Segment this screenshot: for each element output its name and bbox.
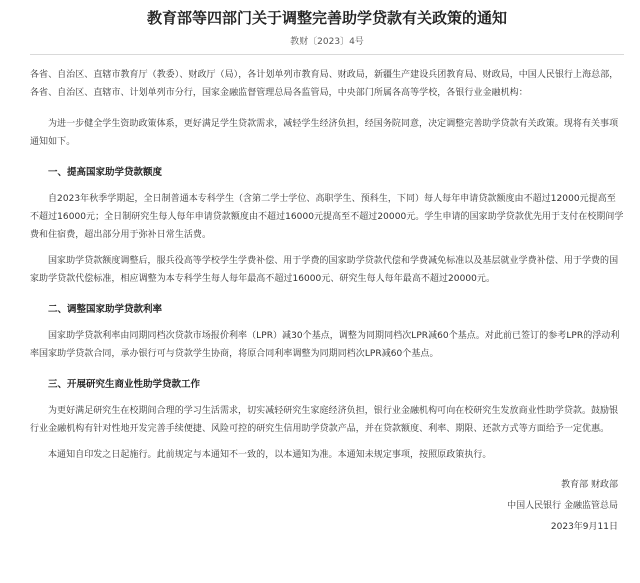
section-2-paragraph-1: 国家助学贷款利率由同期同档次贷款市场报价利率（LPR）减30个基点，调整为同期同档次LPR减60个基点。对此前已签订的参考LPR的浮动利率国家助学贷款合同，承办银行可与贷款学生协商，将原合同利率调整为同期同档次LPR减60个基点。 — [30, 331, 620, 359]
section-3-paragraph-1: 为更好满足研究生在校期间合理的学习生活需求，切实减轻研究生家庭经济负担，银行业金融机构可向在校研究生发放商业性助学贷款。鼓励银行业金融机构有针对性地开发完善手续便捷、风险可控的研究生信用助学贷款产品，并在贷款额度、利率、期限、还款方式等方面给予一定优惠。 — [30, 406, 619, 434]
document-number: 教财〔2023〕4号 — [290, 37, 364, 47]
notice-title: 教育部等四部门关于调整完善助学贷款有关政策的通知 — [146, 9, 507, 27]
section-3-heading: 三、开展研究生商业性助学贷款工作 — [48, 379, 201, 390]
intro-paragraph: 为进一步健全学生资助政策体系，更好满足学生贷款需求，减轻学生经济负担，经国务院同意，决定调整完善助学贷款有关政策。现将有关事项通知如下。 — [30, 119, 619, 147]
title-divider — [30, 54, 624, 55]
section-1-paragraph-1: 自2023年秋季学期起，全日制普通本专科学生（含第二学士学位、高职学生、预科生，下同）每人每年申请贷款额度由不超过12000元提高至不超过16000元；全日制研究生每人每年申请贷款额度由不超过16000元提高至不超过20000元。学生申请的国家助学贷款优先用于支付在校期间学费和住宿费，超出部分用于弥补日常生活费。 — [30, 194, 624, 240]
signature-block — [30, 475, 624, 538]
signatory-line-2: 中国人民银行 金融监管总局 — [507, 501, 618, 511]
signatory-line-1: 教育部 财政部 — [561, 480, 618, 490]
section-2-heading: 二、调整国家助学贷款利率 — [48, 304, 163, 315]
closing-paragraph: 本通知自印发之日起施行。此前规定与本通知不一致的，以本通知为准。本通知未规定事项，按照原政策执行。 — [48, 450, 492, 460]
issue-date: 2023年9月11日 — [550, 522, 618, 532]
section-1-heading: 一、提高国家助学贷款额度 — [48, 167, 163, 178]
section-1-paragraph-2: 国家助学贷款额度调整后，服兵役高等学校学生学费补偿、用于学费的国家助学贷款代偿和学费减免标准以及基层就业学费补偿、用于学费的国家助学贷款代偿标准，相应调整为本专科学生每人每年最高不超过16000元、研究生每人每年最高不超过20000元。 — [30, 256, 619, 284]
addressee-paragraph: 各省、自治区、直辖市教育厅（教委）、财政厅（局），各计划单列市教育局、财政局，新疆生产建设兵团教育局、财政局，中国人民银行上海总部，各省、自治区、直辖市、计划单列市分行，国家金融监督管理总局各监管局，中央部门所属各高等学校，各银行业金融机构： — [30, 70, 619, 98]
